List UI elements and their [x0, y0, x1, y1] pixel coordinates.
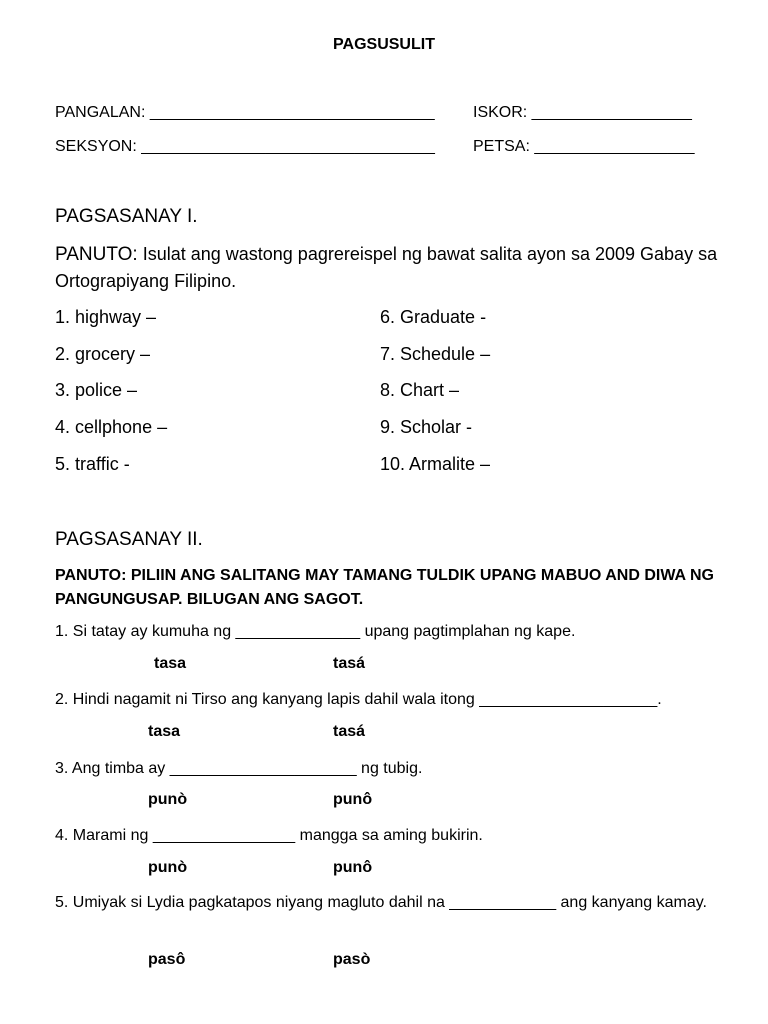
question-2: 2. Hindi nagamit ni Tirso ang kanyang lapis dahil wala itong ____________________. — [55, 691, 662, 708]
page-title: PAGSUSULIT — [333, 36, 435, 53]
q5-option-a[interactable]: pasô — [148, 951, 186, 968]
question-1: 1. Si tatay ay kumuha ng ______________ upang pagtimplahan ng kape. — [55, 623, 576, 640]
q4-option-b[interactable]: punô — [333, 859, 373, 876]
item-3: 3. police – — [55, 380, 138, 400]
part1-instructions — [55, 241, 745, 295]
item-10: 10. Armalite – — [380, 454, 491, 474]
seksyon-field[interactable]: SEKSYON: _________________________________ — [55, 138, 435, 155]
item-7: 7. Schedule – — [380, 344, 491, 364]
part2-instructions: PANUTO: PILIIN ANG SALITANG MAY TAMANG TULDIK UPANG MABUO AND DIWA NG PANGUNGUSAP. BILUGAN ANG SAGOT. — [55, 567, 714, 608]
item-1: 1. highway – — [55, 307, 157, 327]
q1-option-a[interactable]: tasa — [154, 655, 187, 672]
item-9: 9. Scholar - — [380, 417, 473, 437]
q3-option-a[interactable]: punò — [148, 791, 188, 808]
q4-option-a[interactable]: punò — [148, 859, 188, 876]
question-3: 3. Ang timba ay _____________________ ng tubig. — [55, 760, 423, 777]
item-4: 4. cellphone – — [55, 417, 168, 437]
question-5: 5. Umiyak si Lydia pagkatapos niyang magluto dahil na ____________ ang kanyang kamay. — [55, 894, 707, 911]
petsa-field[interactable]: PETSA: __________________ — [473, 138, 695, 155]
item-5: 5. traffic - — [55, 454, 130, 474]
q2-option-a[interactable]: tasa — [148, 723, 181, 740]
item-6: 6. Graduate - — [380, 307, 487, 327]
q5-option-b[interactable]: pasò — [333, 951, 371, 968]
q3-option-b[interactable]: punô — [333, 791, 373, 808]
part2-heading: PAGSASANAY II. — [55, 529, 203, 550]
part1-panuto-label: PANUTO: — [55, 244, 138, 265]
question-4: 4. Marami ng ________________ mangga sa aming bukirin. — [55, 827, 483, 844]
item-8: 8. Chart – — [380, 380, 460, 400]
item-2: 2. grocery – — [55, 344, 151, 364]
q2-option-b[interactable]: tasá — [333, 723, 366, 740]
part1-panuto-text: Isulat ang wastong pagrereispel ng bawat salita ayon sa 2009 Gabay sa Ortograpiyang Filipino. — [55, 244, 718, 291]
part1-heading: PAGSASANAY I. — [55, 206, 198, 227]
iskor-field[interactable]: ISKOR: __________________ — [473, 104, 692, 121]
pangalan-field[interactable]: PANGALAN: ________________________________ — [55, 104, 435, 121]
q1-option-b[interactable]: tasá — [333, 655, 366, 672]
